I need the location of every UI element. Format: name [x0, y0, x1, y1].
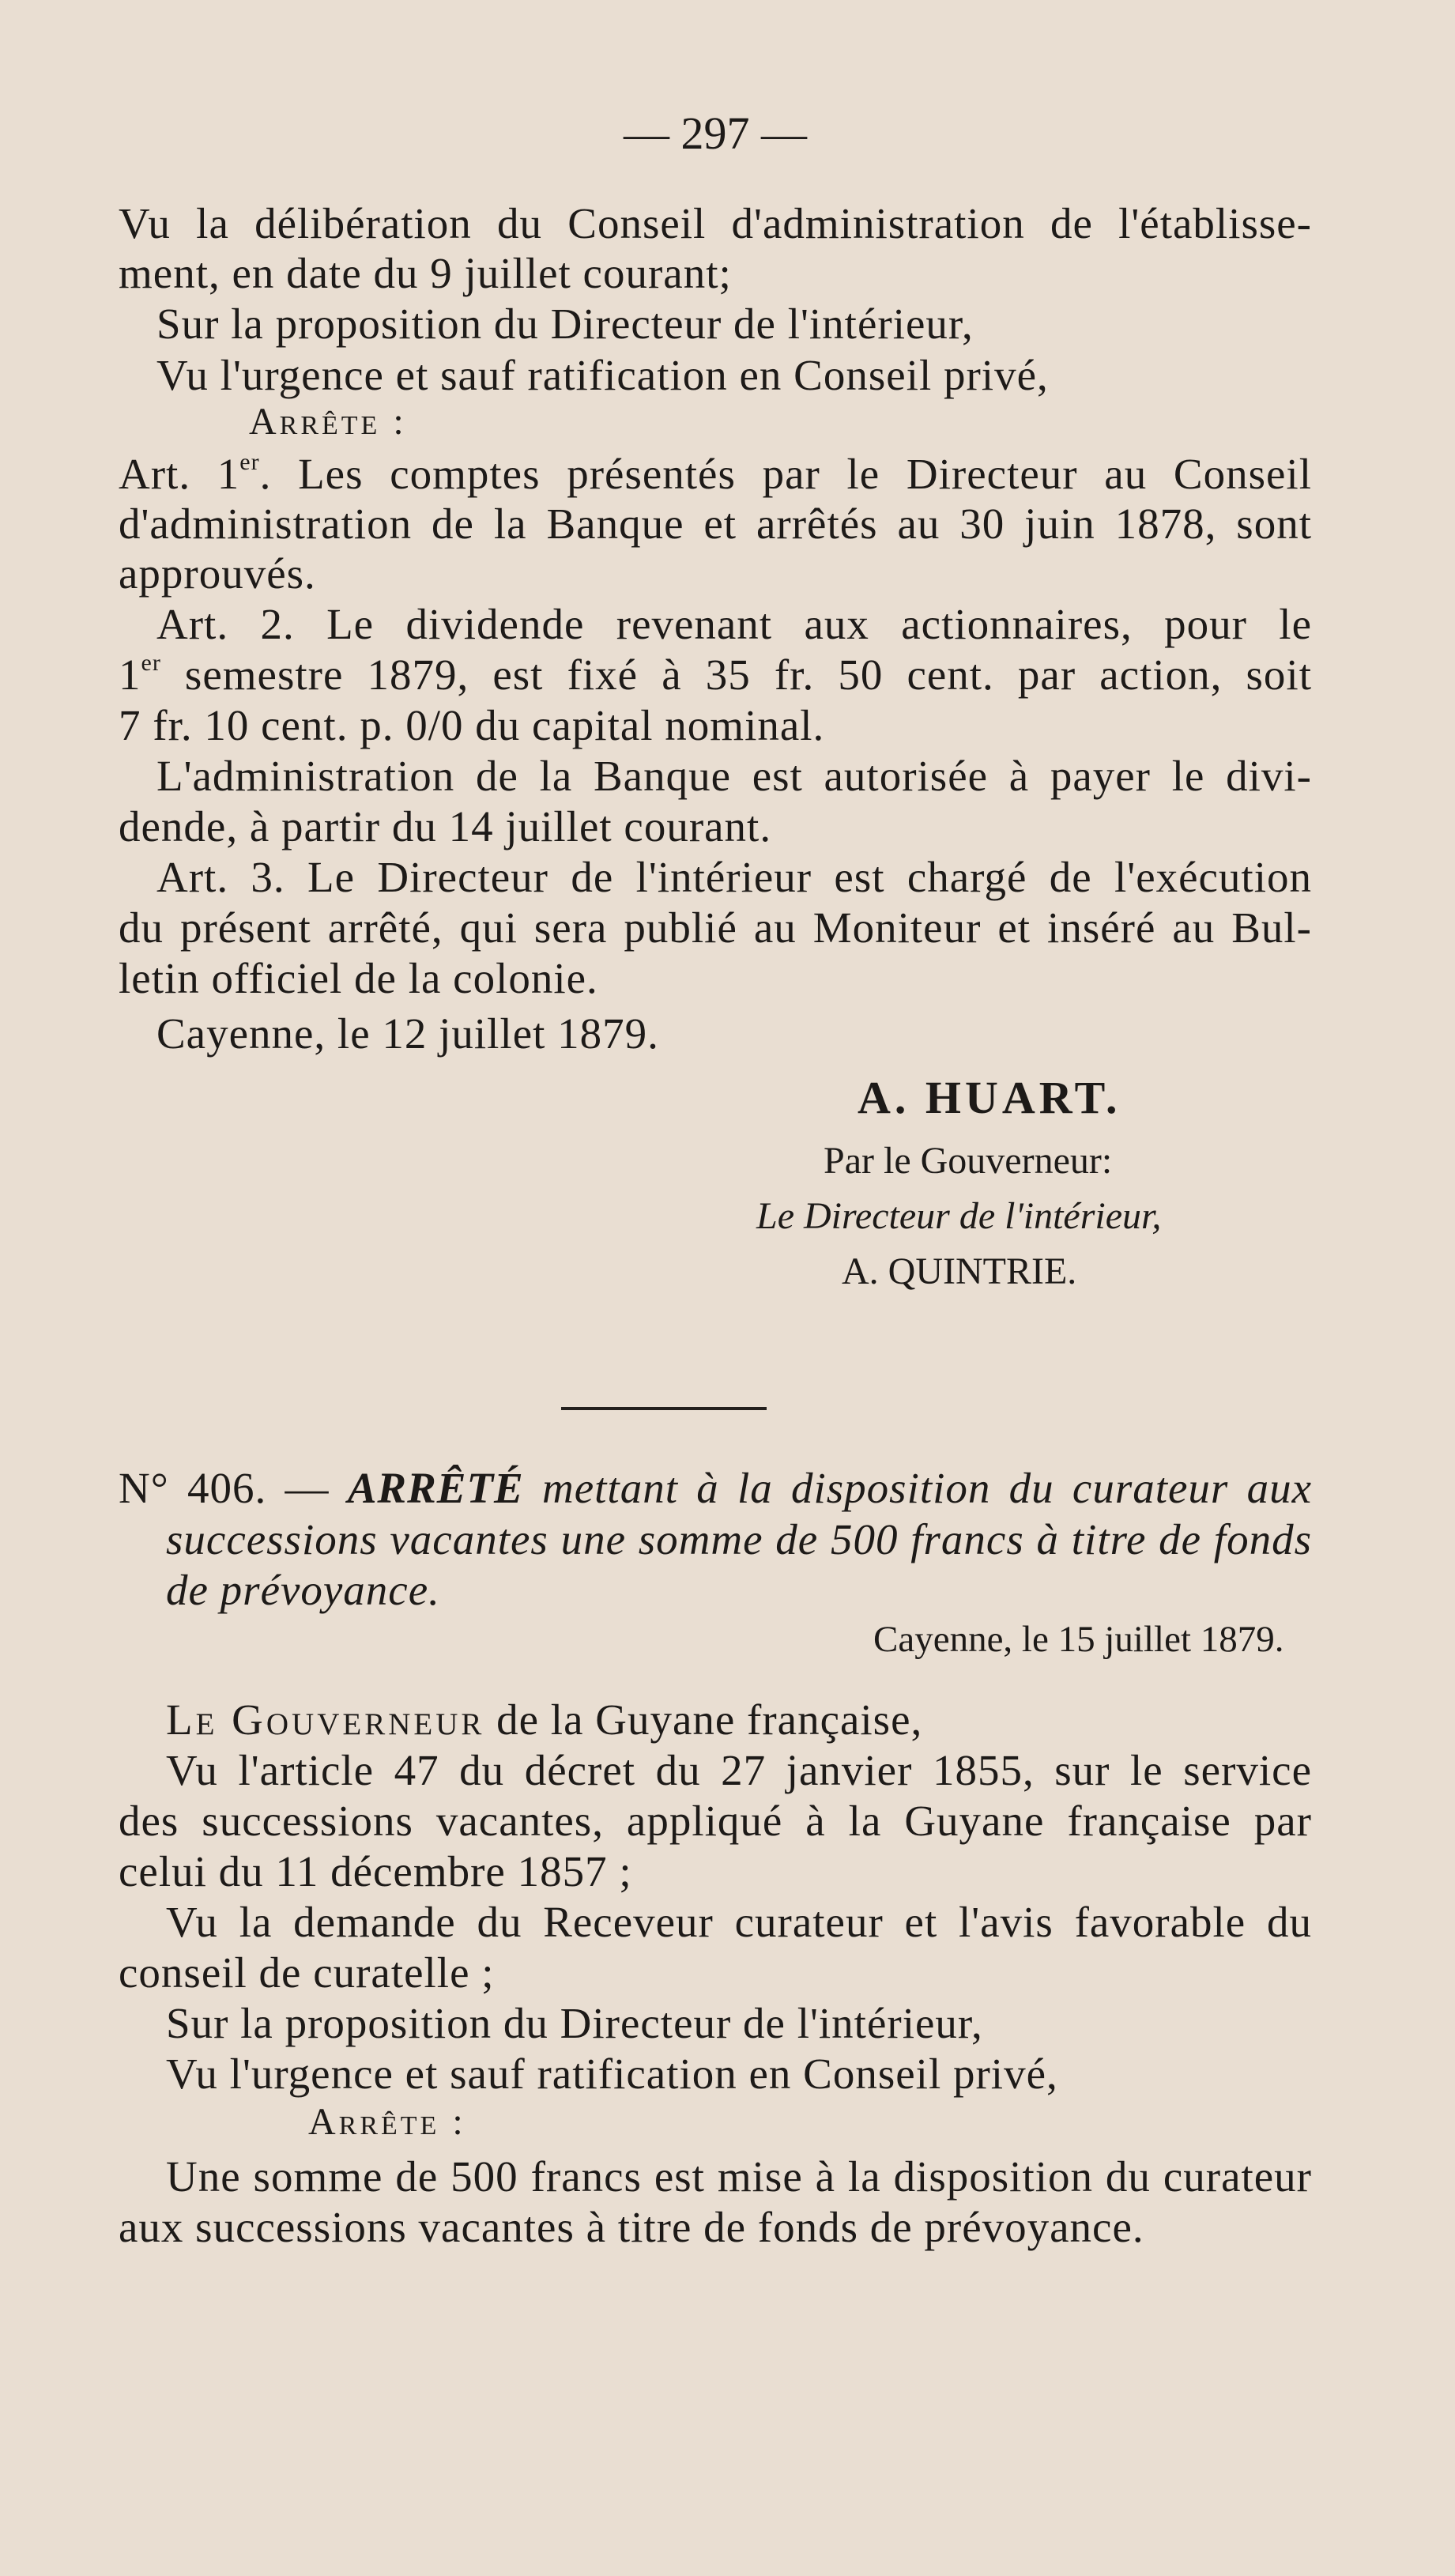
- first-section-line-4: Vu l'urgence et sauf ratification en Conseil privé,: [156, 351, 1049, 399]
- second-section-line-4: Vu la demande du Receveur curateur et l'avis favorable du: [166, 1898, 1312, 1946]
- article-1-line-3: approuvés.: [119, 549, 316, 598]
- second-section-title-line-2: successions vacantes une somme de 500 francs à titre de fonds: [166, 1515, 1312, 1563]
- article-2-line-3: 7 fr. 10 cent. p. 0/0 du capital nominal.: [119, 701, 825, 749]
- first-section-place-date: Cayenne, le 12 juillet 1879.: [156, 1009, 659, 1058]
- second-section-line-7: Vu l'urgence et sauf ratification en Conseil privé,: [166, 2050, 1058, 2098]
- article-2-line-1: Art. 2. Le dividende revenant aux actionnaires, pour le: [156, 600, 1312, 648]
- second-section-title-line-3: de prévoyance.: [166, 1566, 440, 1614]
- first-section-by-governor: Par le Gouverneur:: [824, 1140, 1113, 1182]
- second-section-title-line-1-rest: mettant à la disposition du curateur aux: [523, 1464, 1312, 1512]
- first-section-director-name: A. QUINTRIE.: [842, 1250, 1077, 1292]
- article-2-superscript: er: [141, 650, 161, 676]
- first-section-signatory: A. HUART.: [858, 1072, 1121, 1123]
- first-section-line-3: Sur la proposition du Directeur de l'intérieur,: [156, 300, 974, 348]
- section-divider: [561, 1407, 767, 1410]
- first-section-director-title: Le Directeur de l'intérieur,: [756, 1195, 1162, 1237]
- first-section-line-1: Vu la délibération du Conseil d'administration de l'établisse-: [119, 199, 1312, 247]
- second-section-title-label: ARRÊTÉ: [347, 1464, 524, 1512]
- second-section-line-2: des successions vacantes, appliqué à la Guyane française par: [119, 1797, 1312, 1845]
- second-section-dated: Cayenne, le 15 juillet 1879.: [873, 1619, 1284, 1660]
- article-1-label: Art. 1: [119, 450, 240, 498]
- article-3-line-1: Art. 3. Le Directeur de l'intérieur est chargé de l'exécution: [156, 853, 1312, 901]
- second-section-governor-line: [166, 1695, 923, 1744]
- second-section-line-5: conseil de curatelle ;: [119, 1948, 495, 1997]
- article-1-line-2: d'administration de la Banque et arrêtés au 30 juin 1878, sont: [119, 500, 1312, 548]
- page-number: — 297 —: [624, 107, 807, 159]
- article-1-text: . Les comptes présentés par le Directeur au Conseil: [259, 450, 1312, 498]
- second-section-governor-rest: de la Guyane française,: [484, 1695, 923, 1744]
- article-1-superscript: er: [239, 449, 260, 475]
- second-section-line-3: celui du 11 décembre 1857 ;: [119, 1847, 632, 1895]
- second-section-line-8: Une somme de 500 francs est mise à la disposition du curateur: [166, 2152, 1312, 2201]
- second-section-line-1: Vu l'article 47 du décret du 27 janvier 1855, sur le service: [166, 1746, 1312, 1794]
- article-2-text: semestre 1879, est fixé à 35 fr. 50 cent. par action, soit: [160, 651, 1312, 699]
- second-section-governor-label: Le Gouverneur: [166, 1695, 485, 1744]
- first-section-line-2: ment, en date du 9 juillet courant;: [119, 249, 732, 297]
- article-1-line-1: [119, 449, 1312, 498]
- first-section-arrete-heading: Arrête :: [249, 401, 407, 443]
- article-2-line-4: L'administration de la Banque est autorisée à payer le divi-: [156, 752, 1312, 800]
- article-3-line-3: letin officiel de la colonie.: [119, 954, 598, 1002]
- article-2-line-2: [119, 650, 1312, 699]
- article-2-line-5: dende, à partir du 14 juillet courant.: [119, 802, 772, 850]
- second-section-title-line-1: N° 406. — ARRÊTÉ mettant à la disposition du curateur aux: [119, 1464, 1312, 1512]
- second-section-number: N° 406.: [119, 1464, 267, 1512]
- second-section-line-6: Sur la proposition du Directeur de l'intérieur,: [166, 1999, 983, 2047]
- second-section-line-9: aux successions vacantes à titre de fonds de prévoyance.: [119, 2203, 1144, 2251]
- article-2-number: 1: [119, 651, 141, 699]
- document-page: [119, 107, 1312, 2498]
- second-section-arrete-heading: Arrête :: [308, 2101, 466, 2143]
- article-3-line-2: du présent arrêté, qui sera publié au Moniteur et inséré au Bul-: [119, 903, 1312, 952]
